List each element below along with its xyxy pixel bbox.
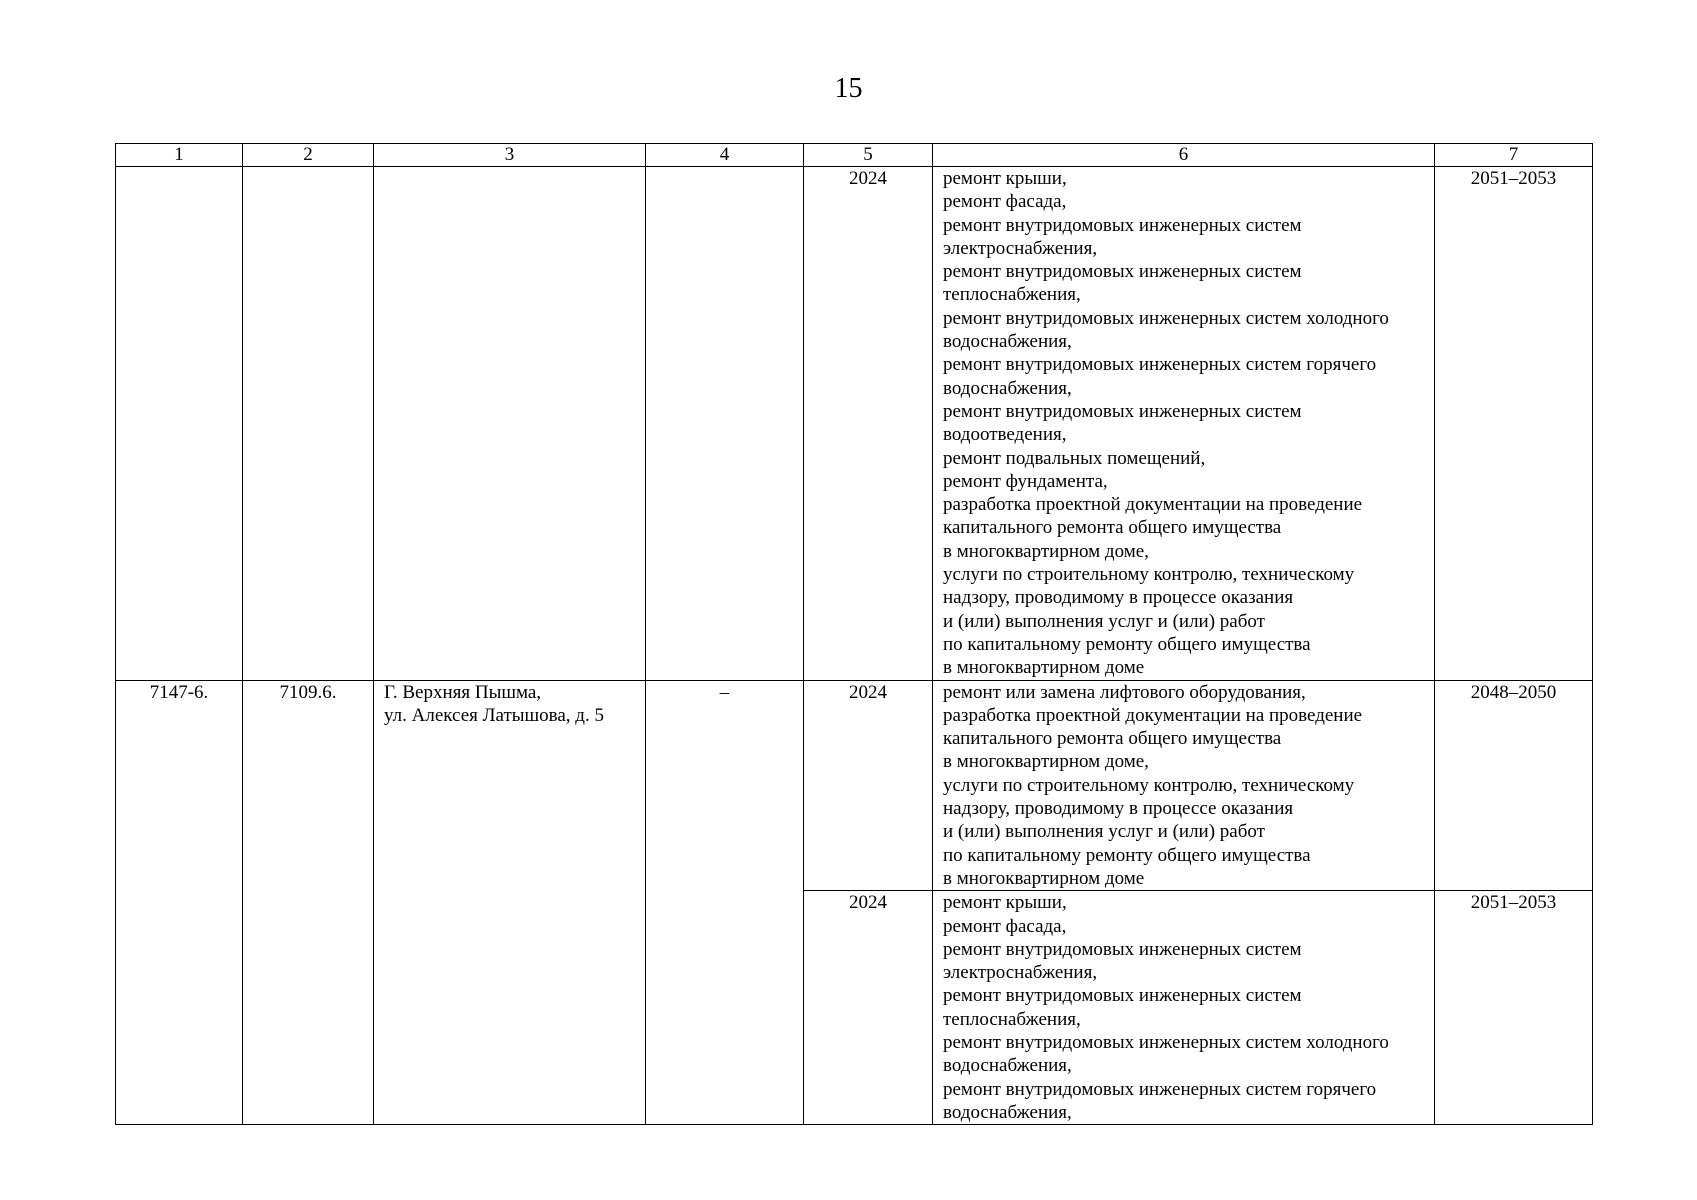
cell-building-number (243, 167, 374, 681)
cell-address (374, 680, 646, 1125)
cell-record-number (116, 167, 243, 681)
work-item-line: услуги по строительному контролю, техническому (943, 564, 1355, 586)
work-item-line: разработка проектной документации на проведение (943, 494, 1363, 516)
work-item-line: ремонт внутридомовых инженерных систем (943, 938, 1302, 960)
work-item-line: водоснабжения, (943, 1055, 1072, 1077)
work-item-line: капитального ремонта общего имущества (943, 728, 1282, 750)
work-item-line: услуги по строительному контролю, техническому (943, 774, 1355, 796)
column-header-4: 4 (646, 144, 804, 167)
cell-works-list (933, 891, 1435, 1125)
cell-works-list (933, 680, 1435, 891)
cell-address (374, 167, 646, 681)
column-header-7: 7 (1435, 144, 1593, 167)
work-item-line: ремонт подвальных помещений, (943, 447, 1206, 469)
column-header-1: 1 (116, 144, 243, 167)
column-header-6: 6 (933, 144, 1435, 167)
table-body (116, 167, 1593, 1125)
work-item-line: в многоквартирном доме (943, 867, 1145, 889)
work-item-line: теплоснабжения, (943, 284, 1081, 306)
cell-planned-period: 2048–2050 (1435, 680, 1593, 891)
work-item-line: электроснабжения, (943, 237, 1098, 259)
work-item-line: электроснабжения, (943, 962, 1098, 984)
work-item-line: по капитальному ремонту общего имущества (943, 633, 1311, 655)
work-item-line: ремонт внутридомовых инженерных систем (943, 985, 1302, 1007)
work-item-line: в многоквартирном доме, (943, 751, 1149, 773)
work-item-line: капитального ремонта общего имущества (943, 517, 1282, 539)
capital-repair-table (115, 143, 1593, 1125)
work-item-line: ремонт фасада, (943, 915, 1067, 937)
cell-building-number: 7109.6. (243, 680, 374, 1125)
work-item-line: в многоквартирном доме, (943, 540, 1149, 562)
work-item-line: ремонт внутридомовых инженерных систем (943, 214, 1302, 236)
work-item-line: в многоквартирном доме (943, 657, 1145, 679)
work-item-line: ремонт крыши, (943, 168, 1067, 189)
work-item-line: и (или) выполнения услуг и (или) работ (943, 610, 1265, 632)
work-item-line: ремонт внутридомовых инженерных систем холодного (943, 307, 1389, 329)
work-item-line: теплоснабжения, (943, 1008, 1081, 1030)
work-item-line: ремонт внутридомовых инженерных систем (943, 261, 1302, 283)
table-row (116, 680, 1593, 891)
cell-works-list (933, 167, 1435, 681)
cell-year: 2024 (804, 891, 933, 1125)
table-row (116, 167, 1593, 681)
work-item-line: по капитальному ремонту общего имущества (943, 844, 1311, 866)
work-item-line: ремонт фундамента, (943, 470, 1108, 492)
cell-col4-value (646, 167, 804, 681)
address-line: Г. Верхняя Пышма, (384, 681, 542, 703)
work-item-line: ремонт фасада, (943, 191, 1067, 213)
cell-planned-period: 2051–2053 (1435, 891, 1593, 1125)
work-item-line: ремонт или замена лифтового оборудования, (943, 681, 1306, 703)
cell-col4-value: – (646, 680, 804, 1125)
cell-year: 2024 (804, 680, 933, 891)
work-item-line: надзору, проводимому в процессе оказания (943, 587, 1294, 609)
cell-planned-period: 2051–2053 (1435, 167, 1593, 681)
work-item-line: надзору, проводимому в процессе оказания (943, 798, 1294, 820)
work-item-line: и (или) выполнения услуг и (или) работ (943, 821, 1265, 843)
address-line: ул. Алексея Латышова, д. 5 (384, 704, 604, 726)
work-item-line: ремонт внутридомовых инженерных систем холодного (943, 1031, 1389, 1053)
work-item-line: водоснабжения, (943, 1101, 1072, 1123)
work-item-line: ремонт внутридомовых инженерных систем горячего (943, 354, 1377, 376)
cell-record-number: 7147-6. (116, 680, 243, 1125)
work-item-line: ремонт внутридомовых инженерных систем горячего (943, 1078, 1377, 1100)
column-number-header-row (116, 144, 1593, 167)
work-item-line: ремонт внутридомовых инженерных систем (943, 400, 1302, 422)
work-item-line: водоотведения, (943, 424, 1067, 446)
column-header-3: 3 (374, 144, 646, 167)
work-item-line: водоснабжения, (943, 331, 1072, 353)
work-item-line: ремонт крыши, (943, 892, 1067, 914)
cell-year: 2024 (804, 167, 933, 681)
work-item-line: разработка проектной документации на проведение (943, 704, 1363, 726)
column-header-2: 2 (243, 144, 374, 167)
work-item-line: водоснабжения, (943, 377, 1072, 399)
column-header-5: 5 (804, 144, 933, 167)
page-number: 15 (834, 73, 863, 104)
